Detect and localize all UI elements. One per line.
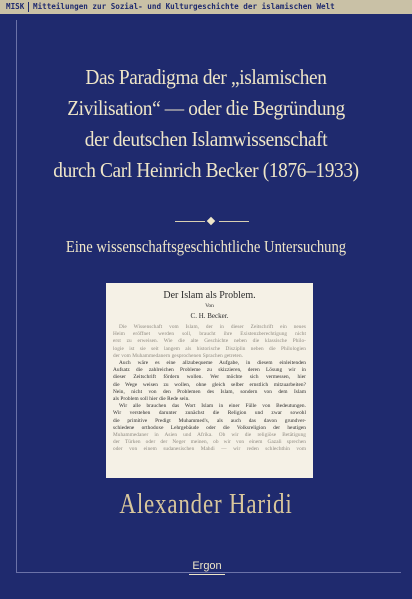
- excerpt-line: schiedene orthodoxe Lehrgebäude oder die Volksreligion der heutigen: [113, 424, 306, 431]
- title-line: Das Paradigma der „islamischen: [85, 65, 327, 89]
- excerpt-line: Aufsatz die zahlreichen Probleme zu skizzieren, deren Lösung wir in: [113, 367, 306, 374]
- series-name: Mitteilungen zur Sozial- und Kulturgeschichte der islamischen Welt: [33, 2, 335, 11]
- excerpt-line: Wir verstehen darunter zunächst die Religion und zwar sowohl: [113, 410, 306, 417]
- series-separator: [28, 2, 29, 12]
- article-excerpt-image: [106, 283, 313, 478]
- excerpt-line: Auch wäre es eine allzubequeme Aufgabe, in diesem einleitenden: [119, 360, 306, 367]
- excerpt-line: die Wege weisen zu wollen, ohne gleich selber ernstlich mitzuarbeiten?: [113, 381, 306, 388]
- title-line: durch Carl Heinrich Becker (1876–1933): [53, 158, 359, 182]
- excerpt-line: Heim eröffnet werden soll, braucht ihre Existenzberechtigung nicht: [113, 331, 306, 338]
- title-line: der deutschen Islamwissenschaft: [84, 127, 328, 151]
- excerpt-heading: Der Islam als Problem.: [163, 290, 256, 301]
- publisher-logo: [186, 559, 228, 577]
- series-band: [0, 0, 412, 14]
- excerpt-line: die primitive Predigt Muhammed's, als auch das davon grundver-: [113, 417, 306, 424]
- diamond-ornament-icon: [207, 217, 215, 225]
- divider-line-right: [219, 221, 249, 222]
- excerpt-line: Wir alle brauchen das Wort Islam in einer Fülle von Bedeutungen.: [119, 403, 306, 410]
- series-abbreviation: MISK: [6, 2, 25, 11]
- book-title: [21, 62, 392, 186]
- excerpt-line: als Problem soll hier die Rede sein.: [113, 396, 190, 403]
- excerpt-line: erst zu erweisen. Wie die alte Geschichte neben die klassische Philo-: [113, 338, 306, 345]
- title-line: Zivilisation“ — oder die Begründung: [67, 96, 345, 120]
- excerpt-by-line: Von: [205, 303, 214, 309]
- excerpt-line: Nein, nicht von den Problemen des Islam, sondern von dem Islam: [113, 388, 306, 395]
- ornament-divider: [175, 218, 249, 226]
- excerpt-line: Die Wissenschaft vom Islam, der in dieser Zeitschrift ein neues: [119, 324, 306, 330]
- book-author: Alexander Haridi: [119, 489, 293, 520]
- excerpt-line: oder von einem sudanesischen Mahdi — wir reden schlechthin vom: [113, 446, 306, 453]
- excerpt-fade: [106, 456, 313, 478]
- excerpt-body: [106, 324, 313, 454]
- excerpt-line: logie ist sie seit langem als historische Disziplin neben die Philologien: [113, 345, 306, 352]
- excerpt-line: dieser Zeitschrift fördern wollen. Wer möchte sich vermessen, hier: [113, 374, 306, 381]
- excerpt-line: der vom Muhammedanern gesprochenen Sprachen getreten.: [113, 352, 244, 359]
- excerpt-author: C. H. Becker.: [190, 312, 229, 320]
- publisher-name: Ergon: [192, 560, 222, 572]
- divider-line-left: [175, 221, 205, 222]
- publisher-underline: [189, 574, 225, 575]
- excerpt-line: der Türken oder der Neger meinen, ob wir von einem Gazali sprechen: [113, 439, 306, 446]
- excerpt-line: Muhammedaner in Asien und Afrika. Ob wir die religiöse Betätigung: [113, 432, 306, 439]
- book-subtitle: Eine wissenschaftsgeschichtliche Untersuchung: [65, 237, 347, 256]
